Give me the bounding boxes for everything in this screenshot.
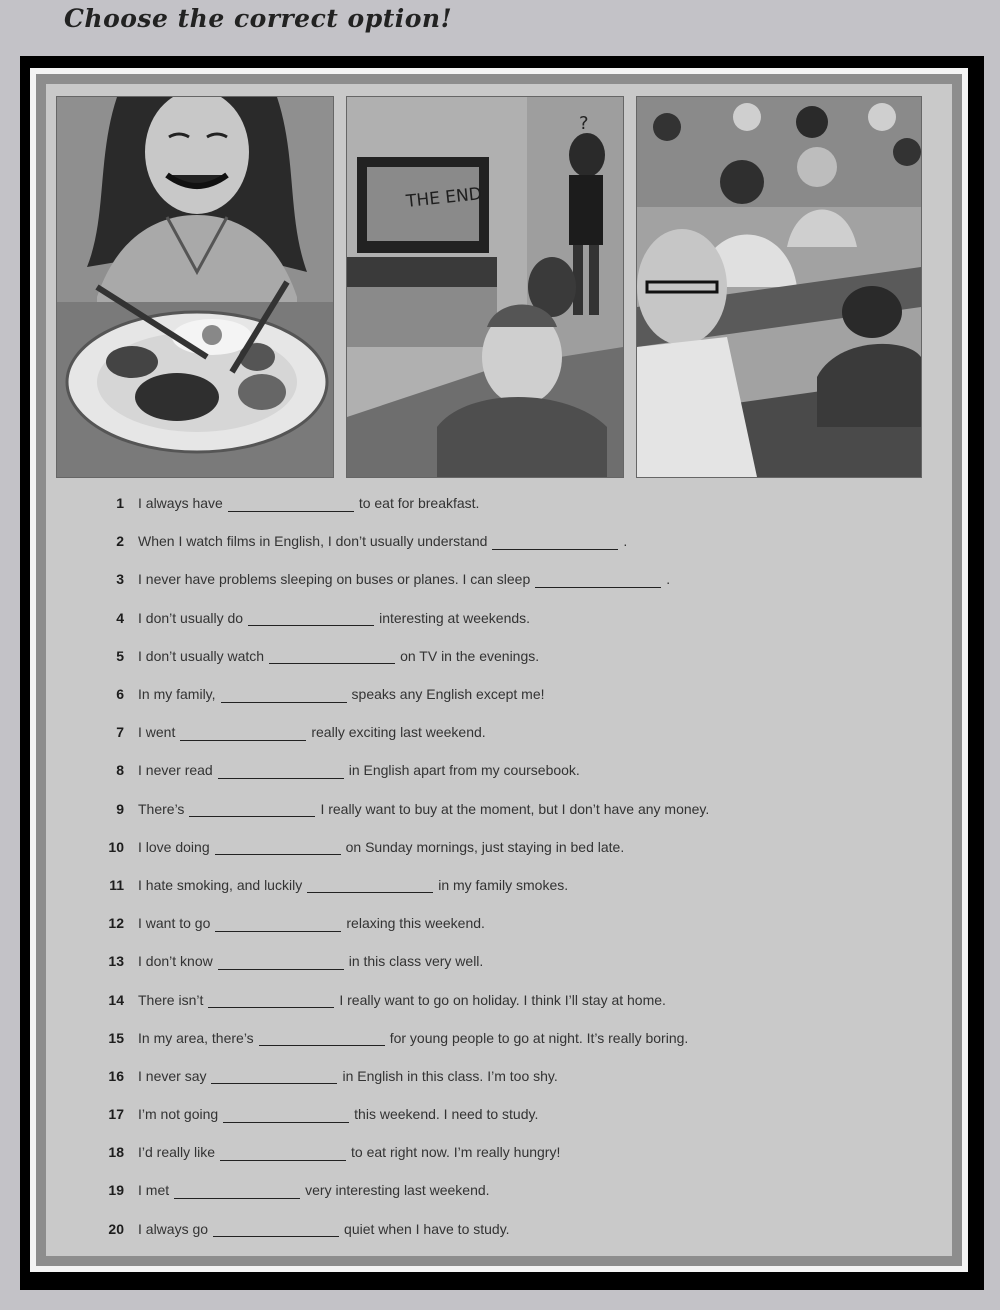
exercise-item — [84, 484, 944, 522]
answer-blank[interactable] — [174, 1182, 300, 1199]
illustration-panels — [56, 96, 922, 476]
item-text-before: I don’t usually watch — [138, 647, 265, 664]
answer-blank[interactable] — [180, 724, 306, 741]
exercise-item — [84, 942, 944, 980]
exercise-item — [84, 675, 944, 713]
exercise-item — [84, 904, 944, 942]
exercise-item — [84, 828, 944, 866]
item-text-after: on TV in the evenings. — [400, 647, 540, 664]
item-text-before: In my family, — [138, 686, 216, 703]
item-text-after: I really want to go on holiday. I think I’ll stay at home. — [339, 991, 666, 1008]
exercise-item — [84, 1019, 944, 1057]
exercise-item — [84, 1133, 944, 1171]
answer-blank[interactable] — [228, 495, 354, 512]
item-text-after: . — [623, 533, 628, 550]
item-text-before: I want to go — [138, 915, 211, 932]
item-text-before: I never read — [138, 762, 213, 779]
answer-blank[interactable] — [208, 991, 334, 1008]
exercise-item — [84, 1095, 944, 1133]
item-number: 11 — [109, 876, 124, 893]
exercise-item — [84, 599, 944, 637]
item-text-before: I don’t know — [138, 953, 213, 970]
item-number: 2 — [116, 533, 124, 550]
answer-blank[interactable] — [215, 838, 341, 855]
item-text-before: In my area, there’s — [138, 1029, 254, 1046]
tv-screen-text: THE END — [405, 184, 483, 212]
item-text-before: I met — [138, 1182, 170, 1199]
item-number: 1 — [116, 495, 124, 512]
item-text-after: for young people to go at night. It’s really boring. — [389, 1029, 689, 1046]
item-number: 7 — [116, 724, 124, 741]
answer-blank[interactable] — [211, 1067, 337, 1084]
exercise-item — [84, 790, 944, 828]
item-number: 19 — [108, 1182, 124, 1199]
item-text-after: to eat for breakfast. — [358, 495, 480, 512]
item-number: 20 — [108, 1220, 124, 1237]
answer-blank[interactable] — [213, 1220, 339, 1237]
answer-blank[interactable] — [307, 876, 433, 893]
item-text-after: this weekend. I need to study. — [354, 1106, 539, 1123]
answer-blank[interactable] — [259, 1029, 385, 1046]
exercise-list — [84, 484, 944, 1248]
breakfast-illustration — [56, 96, 334, 478]
item-text-after: relaxing this weekend. — [346, 915, 485, 932]
item-text-before: There’s — [138, 800, 185, 817]
item-text-before: I never have problems sleeping on buses or planes. I can sleep — [138, 571, 531, 588]
answer-blank[interactable] — [215, 915, 341, 932]
item-text-after: interesting at weekends. — [379, 609, 531, 626]
answer-blank[interactable] — [218, 762, 344, 779]
item-number: 3 — [116, 571, 124, 588]
item-text-after: in English in this class. I’m too shy. — [342, 1067, 558, 1084]
item-text-before: I’d really like — [138, 1144, 216, 1161]
item-text-after: to eat right now. I’m really hungry! — [351, 1144, 561, 1161]
item-number: 4 — [116, 609, 124, 626]
item-text-after: on Sunday mornings, just staying in bed late. — [345, 838, 625, 855]
answer-blank[interactable] — [189, 800, 315, 817]
item-number: 16 — [108, 1067, 124, 1084]
item-number: 8 — [116, 762, 124, 779]
item-text-before: I never say — [138, 1067, 207, 1084]
exercise-item — [84, 980, 944, 1018]
worksheet-frame — [20, 56, 984, 1290]
cinema-illustration — [636, 96, 922, 478]
item-text-before: When I watch films in English, I don’t usually understand — [138, 533, 488, 550]
item-number: 9 — [116, 800, 124, 817]
item-text-after: . — [666, 571, 671, 588]
svg-text:?: ? — [579, 113, 589, 134]
item-text-before: I’m not going — [138, 1106, 219, 1123]
item-number: 18 — [108, 1144, 124, 1161]
item-number: 6 — [116, 686, 124, 703]
item-text-after: I really want to buy at the moment, but I don’t have any money. — [320, 800, 710, 817]
item-number: 12 — [108, 915, 124, 932]
answer-blank[interactable] — [535, 571, 661, 588]
answer-blank[interactable] — [492, 533, 618, 550]
item-text-before: I always have — [138, 495, 223, 512]
item-text-after: in English apart from my coursebook. — [348, 762, 580, 779]
answer-blank[interactable] — [248, 609, 374, 626]
exercise-item — [84, 1210, 944, 1248]
exercise-item — [84, 522, 944, 560]
item-text-after: quiet when I have to study. — [344, 1220, 510, 1237]
worksheet-page — [46, 84, 952, 1256]
item-text-after: really exciting last weekend. — [311, 724, 486, 741]
item-text-before: I went — [138, 724, 176, 741]
exercise-item — [84, 713, 944, 751]
answer-blank[interactable] — [220, 1144, 346, 1161]
item-number: 14 — [108, 991, 124, 1008]
answer-blank[interactable] — [221, 686, 347, 703]
item-number: 10 — [108, 838, 124, 855]
item-text-after: in my family smokes. — [438, 876, 569, 893]
item-number: 5 — [116, 647, 124, 664]
exercise-item — [84, 560, 944, 598]
instruction-heading: Choose the correct option! — [64, 4, 453, 33]
exercise-item — [84, 866, 944, 904]
item-number: 13 — [108, 953, 124, 970]
exercise-item — [84, 1057, 944, 1095]
exercise-item — [84, 751, 944, 789]
tv-illustration — [346, 96, 624, 478]
item-text-before: I don’t usually do — [138, 609, 244, 626]
exercise-item — [84, 1171, 944, 1209]
item-text-before: I hate smoking, and luckily — [138, 876, 303, 893]
answer-blank[interactable] — [218, 953, 344, 970]
answer-blank[interactable] — [269, 647, 395, 664]
item-text-after: in this class very well. — [348, 953, 484, 970]
item-number: 15 — [108, 1029, 124, 1046]
item-number: 17 — [108, 1106, 124, 1123]
item-text-before: I always go — [138, 1220, 209, 1237]
item-text-after: very interesting last weekend. — [305, 1182, 490, 1199]
answer-blank[interactable] — [223, 1106, 349, 1123]
item-text-after: speaks any English except me! — [351, 686, 545, 703]
item-text-before: There isn’t — [138, 991, 204, 1008]
exercise-item — [84, 637, 944, 675]
item-text-before: I love doing — [138, 838, 210, 855]
